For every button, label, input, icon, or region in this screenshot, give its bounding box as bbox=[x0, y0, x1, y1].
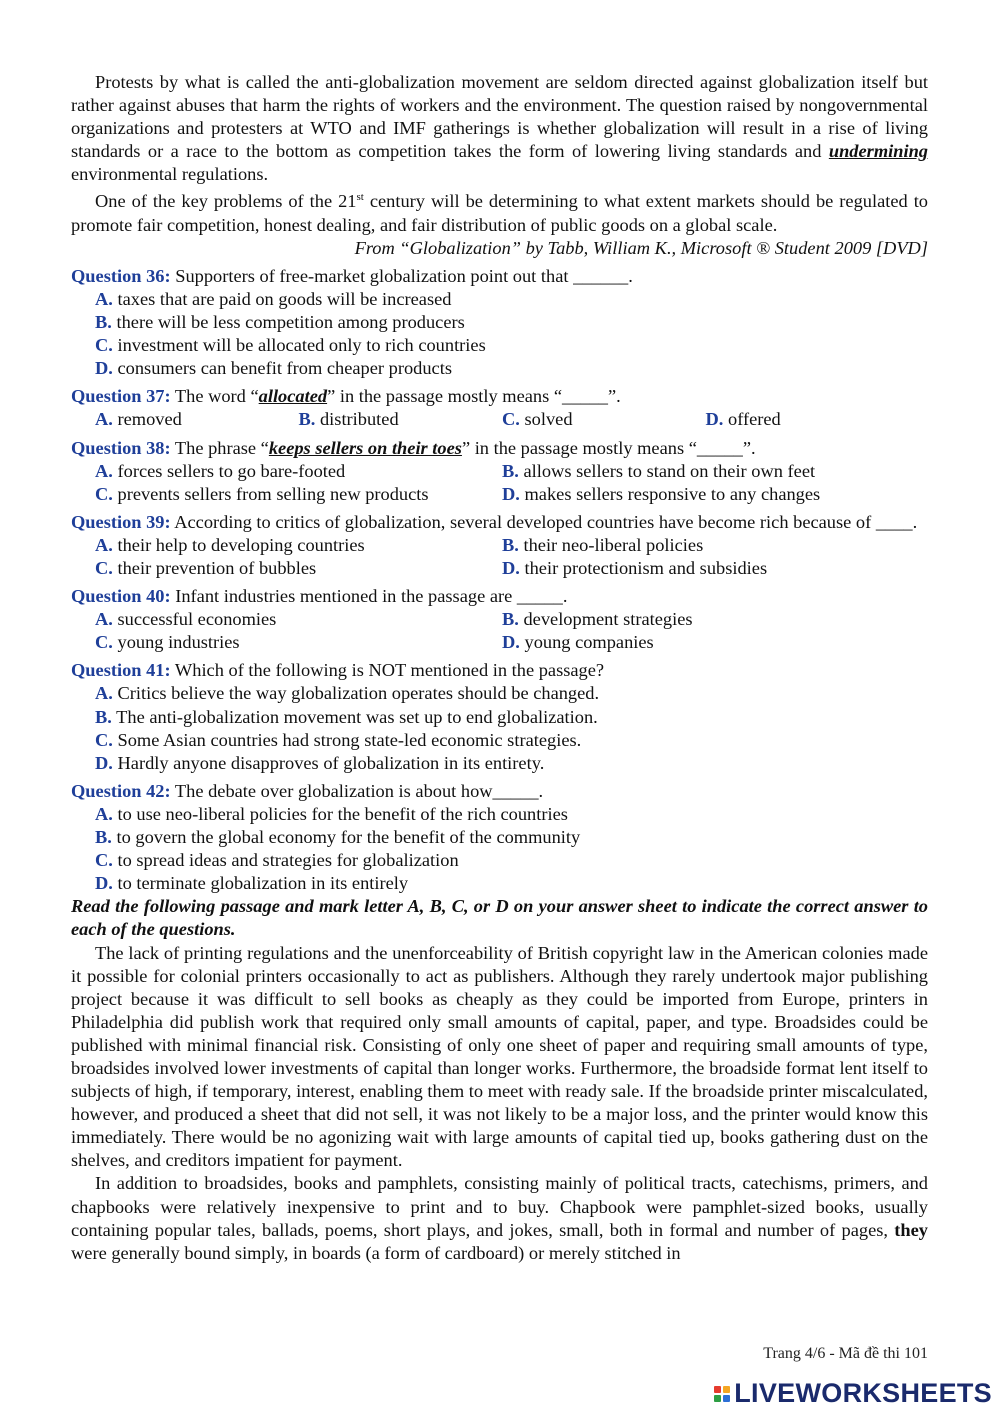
option-d[interactable] bbox=[71, 357, 928, 380]
option-c[interactable] bbox=[95, 557, 502, 580]
passage2-p2-text-end: were generally bound simply, in boards (a form of cardboard) or merely stitched in bbox=[71, 1242, 681, 1263]
option-a[interactable] bbox=[95, 534, 502, 557]
option-a[interactable] bbox=[71, 803, 928, 826]
option-letter: A. bbox=[95, 609, 113, 630]
option-text: to govern the global economy for the benefit of the community bbox=[116, 827, 581, 848]
highlighted-phrase: keeps sellers on their toes bbox=[268, 437, 462, 458]
option-text: to use neo-liberal policies for the benefit of the rich countries bbox=[117, 803, 568, 824]
option-text: solved bbox=[524, 409, 573, 430]
option-letter: A. bbox=[95, 288, 113, 309]
option-text: there will be less competition among producers bbox=[116, 312, 465, 333]
option-text: offered bbox=[728, 409, 781, 430]
logo-square bbox=[714, 1386, 721, 1393]
option-a[interactable] bbox=[95, 408, 299, 431]
option-a[interactable] bbox=[71, 682, 928, 705]
logo-text: LIVEWORKSHEETS bbox=[734, 1378, 992, 1408]
question-stem-pre: The word “ bbox=[170, 386, 259, 407]
bold-word-they: they bbox=[894, 1219, 928, 1240]
option-b[interactable] bbox=[502, 608, 909, 631]
option-d[interactable] bbox=[71, 872, 928, 895]
liveworksheets-logo bbox=[714, 1378, 992, 1409]
options-row bbox=[71, 631, 928, 654]
option-d[interactable] bbox=[502, 631, 909, 654]
question-39 bbox=[71, 511, 928, 580]
option-letter: D. bbox=[502, 632, 520, 653]
highlighted-word-undermining: undermining bbox=[828, 141, 928, 162]
question-37 bbox=[71, 385, 928, 431]
option-b[interactable] bbox=[71, 311, 928, 334]
question-stem: The debate over globalization is about how_____. bbox=[170, 780, 544, 801]
question-number: Question 38: bbox=[71, 437, 171, 458]
option-text: makes sellers responsive to any changes bbox=[524, 483, 821, 504]
question-number: Question 36: bbox=[71, 265, 171, 286]
passage1-text: Protests by what is called the anti-globalization movement are seldom directed against globalization itself but rather against abuses that harm the rights of workers and the environment. The question raised by nongovernmental organizations and protesters at WTO and IMF gatherings is whether globalization will result in a rise of living standards or a race to the bottom as competition takes the form of lowering living standards and bbox=[71, 72, 928, 162]
logo-square bbox=[723, 1386, 730, 1393]
option-text: to terminate globalization in its entirely bbox=[117, 873, 409, 894]
option-text: taxes that are paid on goods will be increased bbox=[117, 288, 452, 309]
question-36 bbox=[71, 265, 928, 380]
passage1-p2-text-end: century will be determining to what extent markets should be regulated to promote fair competition, honest dealing, and fair distribution of public goods on a global scale. bbox=[71, 191, 928, 235]
option-a[interactable] bbox=[95, 460, 502, 483]
option-letter: C. bbox=[95, 483, 113, 504]
option-c[interactable] bbox=[71, 849, 928, 872]
option-text: their protectionism and subsidies bbox=[524, 558, 768, 578]
options-row bbox=[71, 460, 928, 483]
question-number: Question 39: bbox=[71, 511, 171, 532]
logo-grid-icon bbox=[714, 1386, 730, 1402]
option-b[interactable] bbox=[71, 706, 928, 729]
passage1-paragraph-2 bbox=[71, 186, 928, 236]
option-letter: D. bbox=[95, 873, 113, 894]
question-number: Question 41: bbox=[71, 660, 171, 681]
option-text: Critics believe the way globalization operates should be changed. bbox=[117, 683, 600, 704]
option-d[interactable] bbox=[502, 557, 909, 580]
exam-page bbox=[71, 71, 928, 1265]
option-text: young industries bbox=[117, 632, 240, 653]
option-c[interactable] bbox=[71, 729, 928, 752]
option-d[interactable] bbox=[502, 483, 909, 506]
question-stem: Which of the following is NOT mentioned in the passage? bbox=[170, 660, 605, 681]
option-d[interactable] bbox=[71, 752, 928, 775]
option-letter: D. bbox=[95, 358, 113, 379]
passage1-text-end: environmental regulations. bbox=[71, 164, 269, 185]
option-letter: B. bbox=[95, 706, 112, 727]
option-letter: D. bbox=[705, 409, 724, 430]
option-letter: D. bbox=[95, 752, 113, 773]
question-stem: Supporters of free-market globalization point out that ______. bbox=[170, 265, 633, 286]
option-text: their prevention of bubbles bbox=[117, 558, 317, 578]
question-stem: According to critics of globalization, several developed countries have become rich because of ____. bbox=[170, 511, 918, 532]
option-text: investment will be allocated only to rich countries bbox=[117, 335, 486, 356]
option-letter: C. bbox=[95, 729, 113, 750]
option-text: consumers can benefit from cheaper products bbox=[117, 358, 452, 379]
option-text: allows sellers to stand on their own feet bbox=[523, 460, 816, 481]
options-row bbox=[71, 608, 928, 631]
passage2-paragraph-2 bbox=[71, 1172, 928, 1264]
option-b[interactable] bbox=[299, 408, 503, 431]
option-text: their help to developing countries bbox=[117, 534, 365, 555]
question-40 bbox=[71, 585, 928, 654]
question-stem-post: ” in the passage mostly means “_____”. bbox=[461, 437, 756, 458]
option-letter: C. bbox=[95, 558, 113, 578]
option-letter: B. bbox=[502, 534, 519, 555]
options-row bbox=[71, 483, 928, 506]
superscript-st: st bbox=[356, 191, 364, 204]
highlighted-word-allocated: allocated bbox=[258, 386, 328, 407]
option-letter: A. bbox=[95, 803, 113, 824]
option-letter: C. bbox=[95, 850, 113, 871]
page-footer: Trang 4/6 - Mã đề thi 101 bbox=[763, 1345, 928, 1362]
passage2-p2-text: In addition to broadsides, books and pamphlets, consisting mainly of political tracts, catechisms, primers, and chapbooks were relatively inexpensive to print and to buy. Chapbook were pamphlet-sized books, usually containing popular tales, ballads, poems, short plays, and jokes, small, both in formal and number of pages, bbox=[71, 1173, 928, 1240]
passage-source: From “Globalization” by Tabb, William K., Microsoft ® Student 2009 [DVD] bbox=[354, 237, 928, 258]
question-number: Question 37: bbox=[71, 386, 171, 407]
option-letter: B. bbox=[95, 827, 112, 848]
option-text: development strategies bbox=[523, 609, 693, 630]
option-a[interactable] bbox=[95, 608, 502, 631]
option-b[interactable] bbox=[502, 460, 909, 483]
option-letter: A. bbox=[95, 534, 113, 555]
option-text: Hardly anyone disapproves of globalization in its entirety. bbox=[117, 752, 545, 773]
option-letter: A. bbox=[95, 683, 113, 704]
option-text: young companies bbox=[524, 632, 654, 653]
option-letter: A. bbox=[95, 409, 113, 430]
option-a[interactable] bbox=[71, 288, 928, 311]
option-letter: C. bbox=[502, 409, 520, 430]
option-letter: C. bbox=[95, 632, 113, 653]
option-c[interactable] bbox=[502, 408, 706, 431]
question-42 bbox=[71, 780, 928, 895]
reading-instruction: Read the following passage and mark letter A, B, C, or D on your answer sheet to indicate the correct answer to each of the questions. bbox=[71, 896, 928, 940]
passage2-paragraph-1: The lack of printing regulations and the unenforceability of British copyright law in the American colonies made it possible for colonial printers occasionally to act as publishers. Although they rarely undertook major publishing project because it was difficult to sell books as cheaply as they could be imported from Europe, printers in Philadelphia did publish work that required only small amounts of capital, paper, and type. Broadsides could be published with minimal financial risk. Consisting of only one sheet of paper and requiring small amounts of type, broadsides involved lower investments of capital than longer works. Furthermore, the broadside format lent itself to subjects of high, if temporary, interest, enabling them to meet with ready sale. If the broadside printer miscalculated, however, and produced a sheet that did not sell, it was not likely to be a major loss, and the printer would know this immediately. There would be no agonizing wait with large amounts of capital tied up, books gathering dust on the shelves, and creditors impatient for payment. bbox=[71, 942, 928, 1171]
option-d[interactable] bbox=[706, 408, 910, 431]
question-number: Question 42: bbox=[71, 780, 171, 801]
option-text: successful economies bbox=[117, 609, 277, 630]
option-letter: B. bbox=[502, 609, 519, 630]
passage1-paragraph-1 bbox=[71, 71, 928, 186]
option-b[interactable] bbox=[502, 534, 909, 557]
option-text: distributed bbox=[319, 409, 399, 430]
option-letter: B. bbox=[95, 312, 112, 333]
question-38 bbox=[71, 437, 928, 506]
option-letter: B. bbox=[502, 460, 519, 481]
option-text: removed bbox=[117, 409, 182, 430]
question-stem-pre: The phrase “ bbox=[170, 437, 269, 458]
option-letter: D. bbox=[502, 558, 520, 578]
option-letter: D. bbox=[502, 483, 520, 504]
options-row bbox=[71, 534, 928, 557]
option-text: forces sellers to go bare-footed bbox=[117, 460, 346, 481]
option-text: The anti-globalization movement was set up to end globalization. bbox=[116, 706, 598, 727]
option-letter: B. bbox=[298, 409, 316, 430]
option-text: Some Asian countries had strong state-led economic strategies. bbox=[117, 729, 582, 750]
passage1-p2-text: One of the key problems of the 21 bbox=[95, 191, 357, 212]
option-b[interactable] bbox=[71, 826, 928, 849]
option-letter: A. bbox=[95, 460, 113, 481]
options-row bbox=[71, 408, 928, 431]
option-letter: C. bbox=[95, 335, 113, 356]
option-text: their neo-liberal policies bbox=[523, 534, 704, 555]
option-text: prevents sellers from selling new products bbox=[117, 483, 429, 504]
option-c[interactable] bbox=[95, 631, 502, 654]
logo-square bbox=[714, 1395, 721, 1402]
question-stem: Infant industries mentioned in the passage are _____. bbox=[170, 586, 568, 607]
question-stem-post: ” in the passage mostly means “_____”. bbox=[327, 386, 621, 407]
option-c[interactable] bbox=[95, 483, 502, 506]
question-41 bbox=[71, 659, 928, 774]
question-number: Question 40: bbox=[71, 586, 171, 607]
option-text: to spread ideas and strategies for globalization bbox=[117, 850, 459, 871]
option-c[interactable] bbox=[71, 334, 928, 357]
logo-square bbox=[723, 1395, 730, 1402]
options-row bbox=[71, 557, 928, 580]
